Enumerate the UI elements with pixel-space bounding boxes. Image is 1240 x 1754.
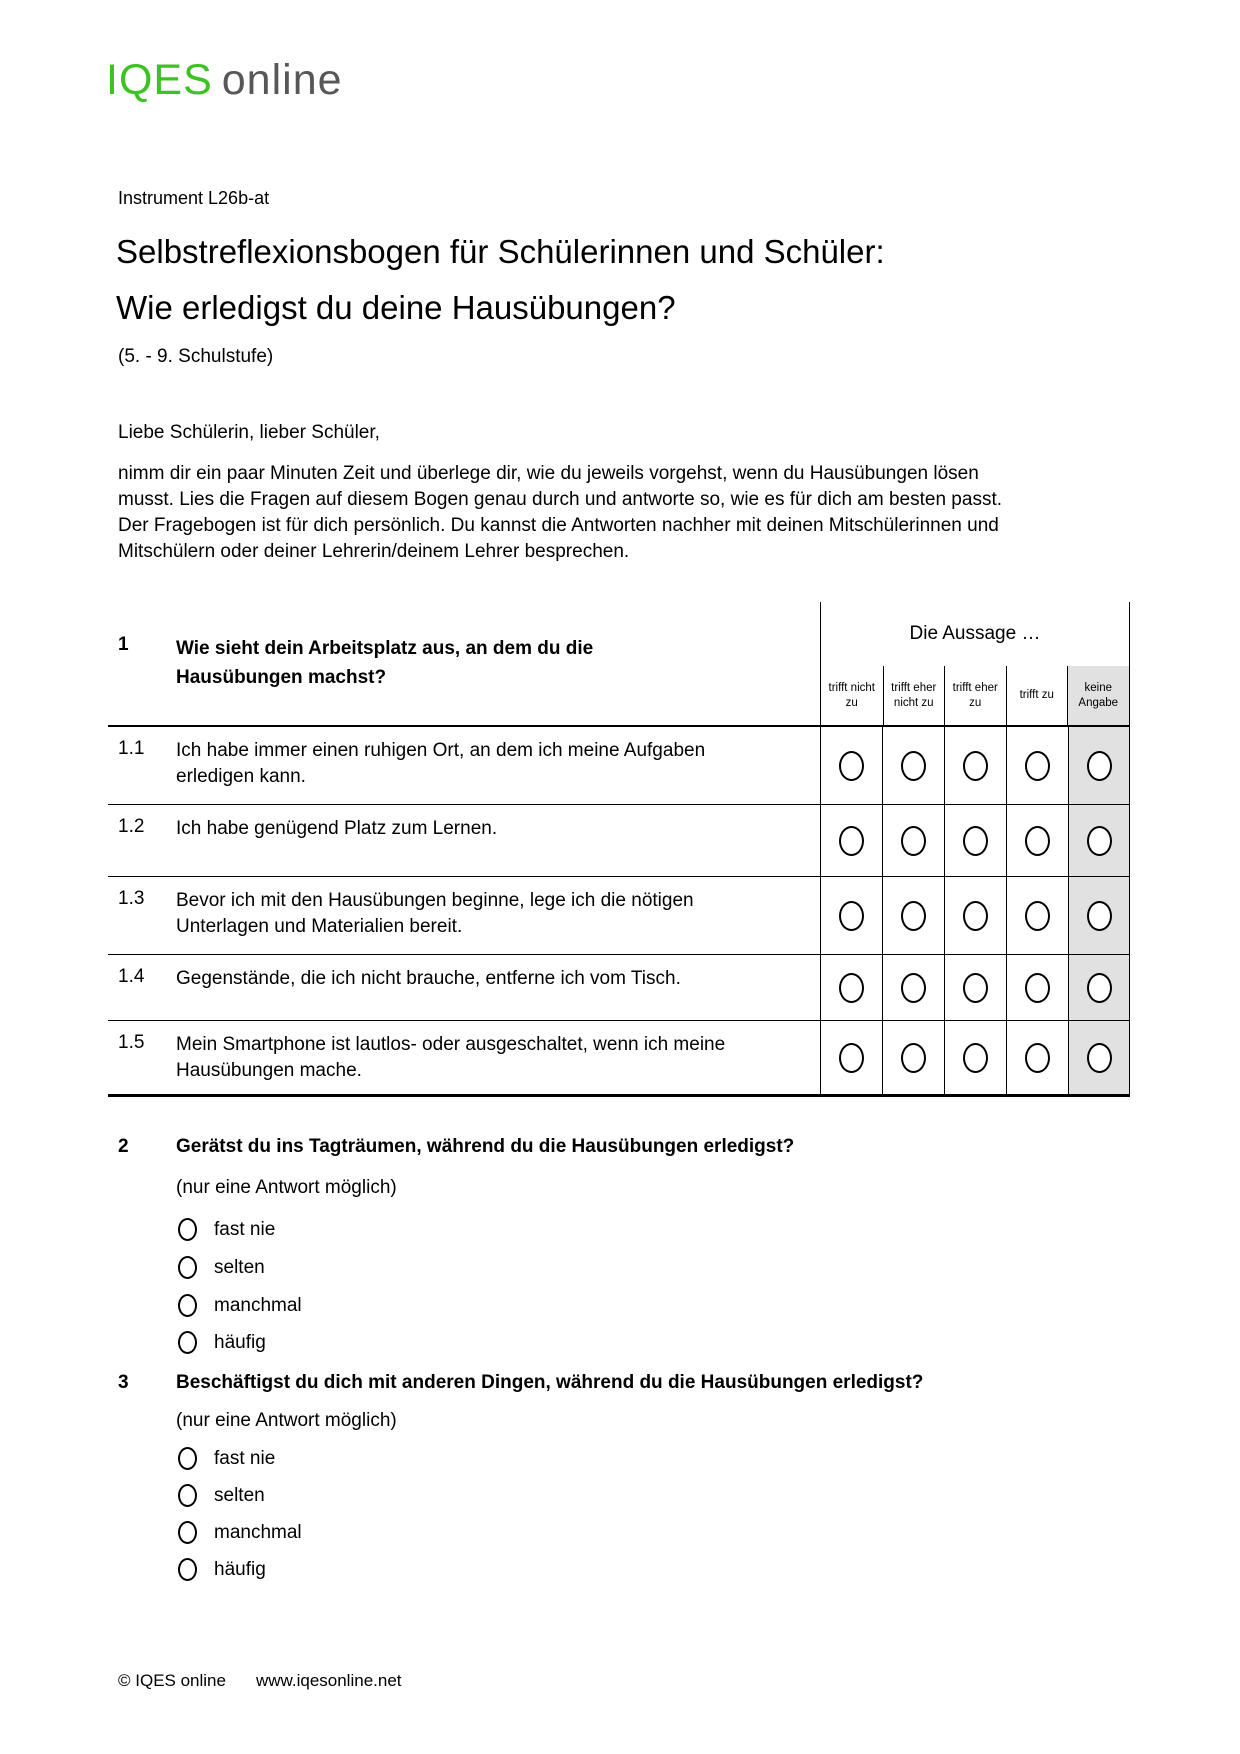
logo-online-text: online	[221, 56, 343, 104]
matrix-header	[108, 602, 1130, 727]
cell-trifft-zu	[1006, 1021, 1068, 1094]
row-statement: Bevor ich mit den Hausübungen beginne, lege ich die nötigen Unterlagen und Materialien bereit.	[176, 890, 694, 937]
question-3-hint: (nur eine Antwort möglich)	[176, 1410, 397, 1431]
radio-1-4-trifft-nicht-zu[interactable]	[839, 973, 864, 1003]
radio-1-4-trifft-zu[interactable]	[1025, 973, 1050, 1003]
radio-q2-fast-nie[interactable]	[178, 1218, 197, 1241]
cell-trifft-eher-zu	[944, 805, 1006, 876]
row-number: 1.1	[118, 738, 145, 759]
option-label: häufig	[214, 1331, 266, 1353]
question-2-option-haeufig	[178, 1331, 266, 1354]
cell-trifft-nicht-zu	[820, 877, 882, 954]
option-label: selten	[214, 1256, 265, 1278]
question-1-matrix-table	[108, 602, 1130, 1097]
cell-trifft-nicht-zu	[820, 1021, 882, 1094]
column-header-trifft-eher-zu: trifft eher zu	[944, 666, 1006, 725]
radio-1-4-trifft-eher-nicht-zu[interactable]	[901, 973, 926, 1003]
question-2-hint: (nur eine Antwort möglich)	[176, 1177, 397, 1198]
question-3-option-manchmal	[178, 1521, 302, 1544]
radio-1-3-keine-angabe[interactable]	[1087, 901, 1112, 931]
radio-q2-haeufig[interactable]	[178, 1331, 197, 1354]
cell-keine-angabe	[1068, 955, 1130, 1020]
page-footer	[118, 1671, 402, 1691]
question-3-number: 3	[118, 1372, 129, 1393]
radio-1-2-trifft-zu[interactable]	[1025, 826, 1050, 856]
page-title	[116, 224, 885, 336]
option-label: manchmal	[214, 1294, 302, 1316]
cell-keine-angabe	[1068, 805, 1130, 876]
page-title-line1: Selbstreflexionsbogen für Schülerinnen und Schüler:	[116, 233, 885, 270]
radio-q3-selten[interactable]	[178, 1484, 197, 1507]
radio-1-5-trifft-eher-zu[interactable]	[963, 1043, 988, 1073]
question-2-option-manchmal	[178, 1294, 302, 1317]
rating-scale-columns	[821, 666, 1129, 725]
radio-q3-fast-nie[interactable]	[178, 1447, 197, 1470]
radio-q3-manchmal[interactable]	[178, 1521, 197, 1544]
radio-1-1-trifft-zu[interactable]	[1025, 751, 1050, 781]
row-statement: Gegenstände, die ich nicht brauche, entferne ich vom Tisch.	[176, 968, 681, 989]
radio-1-5-trifft-eher-nicht-zu[interactable]	[901, 1043, 926, 1073]
rating-scale-title: Die Aussage …	[909, 623, 1041, 644]
row-answer-cells	[820, 805, 1130, 876]
cell-trifft-zu	[1006, 877, 1068, 954]
radio-1-1-trifft-eher-nicht-zu[interactable]	[901, 751, 926, 781]
radio-1-2-trifft-eher-nicht-zu[interactable]	[901, 826, 926, 856]
radio-1-3-trifft-nicht-zu[interactable]	[839, 901, 864, 931]
radio-1-1-trifft-eher-zu[interactable]	[963, 751, 988, 781]
row-statement: Mein Smartphone ist lautlos- oder ausgeschaltet, wenn ich meine Hausübungen mache.	[176, 1034, 726, 1081]
radio-q2-manchmal[interactable]	[178, 1294, 197, 1317]
question-1-text: Wie sieht dein Arbeitsplatz aus, an dem du die Hausübungen machst?	[176, 638, 594, 688]
cell-keine-angabe	[1068, 727, 1130, 804]
question-2-option-fast-nie	[178, 1218, 275, 1241]
question-2-text: Gerätst du ins Tagträumen, während du die Hausübungen erledigst?	[176, 1136, 795, 1157]
radio-q2-selten[interactable]	[178, 1256, 197, 1279]
radio-1-2-trifft-eher-zu[interactable]	[963, 826, 988, 856]
footer-copyright: © IQES online	[118, 1671, 226, 1690]
radio-1-4-keine-angabe[interactable]	[1087, 973, 1112, 1003]
cell-trifft-eher-zu	[944, 1021, 1006, 1094]
cell-trifft-eher-zu	[944, 877, 1006, 954]
cell-trifft-eher-zu	[944, 955, 1006, 1020]
cell-trifft-zu	[1006, 805, 1068, 876]
instrument-code: Instrument L26b-at	[118, 188, 270, 208]
row-answer-cells	[820, 955, 1130, 1020]
row-number: 1.4	[118, 966, 145, 987]
row-number: 1.2	[118, 816, 145, 837]
row-answer-cells	[820, 1021, 1130, 1094]
matrix-row-1-3	[108, 877, 1130, 955]
radio-1-1-keine-angabe[interactable]	[1087, 751, 1112, 781]
radio-1-5-trifft-nicht-zu[interactable]	[839, 1043, 864, 1073]
cell-keine-angabe	[1068, 877, 1130, 954]
question-3-option-selten	[178, 1484, 265, 1507]
cell-trifft-nicht-zu	[820, 727, 882, 804]
question-3-option-haeufig	[178, 1558, 266, 1581]
column-header-trifft-nicht-zu: trifft nicht zu	[828, 681, 875, 709]
radio-1-4-trifft-eher-zu[interactable]	[963, 973, 988, 1003]
radio-1-2-trifft-nicht-zu[interactable]	[839, 826, 864, 856]
row-statement: Ich habe genügend Platz zum Lernen.	[176, 818, 498, 839]
cell-trifft-eher-nicht-zu	[882, 877, 944, 954]
page-title-line2: Wie erledigst du deine Hausübungen?	[116, 289, 676, 326]
radio-1-5-trifft-zu[interactable]	[1025, 1043, 1050, 1073]
row-number: 1.5	[118, 1032, 145, 1053]
matrix-row-1-4	[108, 955, 1130, 1021]
cell-keine-angabe	[1068, 1021, 1130, 1094]
matrix-row-1-1	[108, 727, 1130, 805]
option-label: fast nie	[214, 1447, 276, 1469]
footer-website-link: www.iqesonline.net	[255, 1671, 402, 1690]
column-header-keine-angabe: keine Angabe	[1067, 666, 1129, 725]
question-1-number: 1	[118, 634, 129, 655]
cell-trifft-nicht-zu	[820, 805, 882, 876]
radio-1-5-keine-angabe[interactable]	[1087, 1043, 1112, 1073]
cell-trifft-eher-zu	[944, 727, 1006, 804]
radio-1-3-trifft-eher-nicht-zu[interactable]	[901, 901, 926, 931]
greeting-line: Liebe Schülerin, lieber Schüler,	[118, 422, 380, 443]
radio-1-3-trifft-eher-zu[interactable]	[963, 901, 988, 931]
radio-q3-haeufig[interactable]	[178, 1558, 197, 1581]
radio-1-1-trifft-nicht-zu[interactable]	[839, 751, 864, 781]
option-label: manchmal	[214, 1521, 302, 1543]
cell-trifft-eher-nicht-zu	[882, 955, 944, 1020]
cell-trifft-zu	[1006, 955, 1068, 1020]
option-label: selten	[214, 1484, 265, 1506]
cell-trifft-eher-nicht-zu	[882, 1021, 944, 1094]
column-header-trifft-zu: trifft zu	[1006, 666, 1068, 725]
cell-trifft-eher-nicht-zu	[882, 727, 944, 804]
rating-scale-header-area	[820, 602, 1130, 725]
radio-1-3-trifft-zu[interactable]	[1025, 901, 1050, 931]
iqes-online-logo	[106, 56, 343, 105]
matrix-row-1-5	[108, 1021, 1130, 1097]
cell-trifft-nicht-zu	[820, 955, 882, 1020]
option-label: fast nie	[214, 1218, 276, 1240]
grade-level-subtitle: (5. - 9. Schulstufe)	[118, 346, 274, 367]
intro-paragraph: nimm dir ein paar Minuten Zeit und überlege dir, wie du jeweils vorgehst, wenn du Hausübungen lösen musst. Lies die Fragen auf diesem Bogen genau durch und antworte so, wie es für dich am besten passt. Der Fragebogen ist für dich persönlich. Du kannst die Antworten nachher mit deinen Mitschülerinnen und Mitschülern oder deiner Lehrerin/deinem Lehrer besprechen.	[118, 463, 1003, 562]
question-2-option-selten	[178, 1256, 265, 1279]
row-statement: Ich habe immer einen ruhigen Ort, an dem ich meine Aufgaben erledigen kann.	[176, 740, 706, 787]
cell-trifft-zu	[1006, 727, 1068, 804]
row-answer-cells	[820, 727, 1130, 804]
option-label: häufig	[214, 1558, 266, 1580]
matrix-row-1-2	[108, 805, 1130, 877]
radio-1-2-keine-angabe[interactable]	[1087, 826, 1112, 856]
cell-trifft-eher-nicht-zu	[882, 805, 944, 876]
question-3-option-fast-nie	[178, 1447, 275, 1470]
row-number: 1.3	[118, 888, 145, 909]
question-2-number: 2	[118, 1136, 129, 1157]
column-header-trifft-eher-nicht-zu: trifft eher nicht zu	[883, 666, 945, 725]
question-3-text: Beschäftigst du dich mit anderen Dingen, während du die Hausübungen erledigst?	[176, 1372, 924, 1393]
logo-iqes-text: IQES	[106, 56, 213, 104]
row-answer-cells	[820, 877, 1130, 954]
